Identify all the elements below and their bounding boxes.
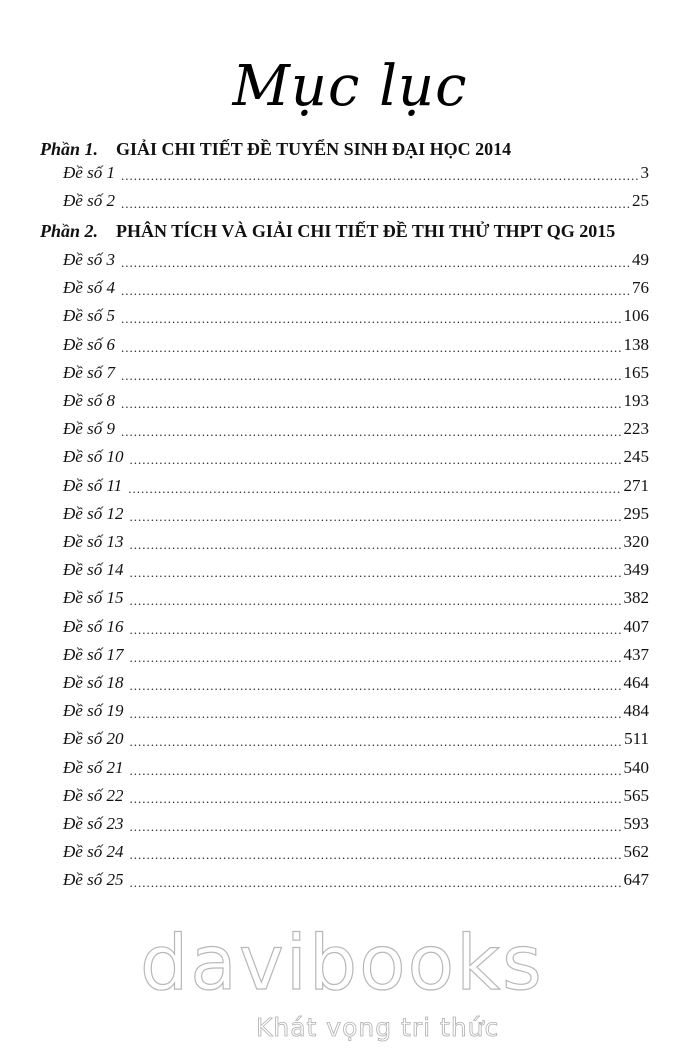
toc-entry[interactable]: [63, 868, 649, 892]
entry-page-number: 295: [623, 503, 649, 523]
dot-leader: [129, 843, 621, 863]
dot-leader: [129, 589, 621, 609]
toc-entry[interactable]: [63, 361, 649, 385]
dot-leader: [129, 674, 621, 694]
part-title: GIẢI CHI TIẾT ĐỀ TUYỂN SINH ĐẠI HỌC 2014: [116, 139, 512, 159]
entry-label: Đề số 15: [63, 588, 124, 608]
entry-label: Đề số 20: [63, 729, 124, 749]
entry-page-number: 484: [623, 701, 649, 721]
dot-leader: [129, 646, 621, 666]
toc-entry[interactable]: [63, 276, 649, 300]
entry-label: Đề số 7: [63, 362, 115, 382]
part-number: Phần 1.: [40, 139, 99, 159]
dot-leader: [129, 702, 621, 722]
dot-leader: [121, 364, 622, 384]
entry-page-number: 76: [632, 278, 649, 298]
dot-leader: [129, 505, 621, 525]
entry-page-number: 647: [623, 870, 649, 890]
entry-page-number: 25: [632, 191, 649, 211]
entry-label: Đề số 9: [63, 419, 115, 439]
dot-leader: [121, 192, 630, 212]
dot-leader: [129, 815, 621, 835]
toc-entry[interactable]: [63, 558, 649, 582]
toc-entry[interactable]: [63, 304, 649, 328]
toc-entry[interactable]: [63, 671, 649, 695]
entry-page-number: 540: [623, 757, 649, 777]
dot-leader: [129, 787, 621, 807]
entry-page-number: 464: [623, 673, 649, 692]
dot-leader: [121, 251, 630, 271]
dot-leader: [129, 448, 621, 468]
toc-entry[interactable]: [63, 586, 649, 610]
part-title: PHÂN TÍCH VÀ GIẢI CHI TIẾT ĐỀ THI THỬ THPT QG 2015: [116, 221, 616, 241]
entry-page-number: 3: [640, 163, 649, 182]
toc-entry[interactable]: [63, 643, 649, 667]
entry-label: Đề số 13: [63, 532, 124, 551]
toc-entry[interactable]: [63, 530, 649, 554]
entry-page-number: 565: [623, 785, 649, 805]
dot-leader: [121, 164, 639, 184]
toc-entry[interactable]: [63, 502, 649, 526]
watermark-logo: davibooks: [140, 918, 544, 1007]
entry-label: Đề số 17: [63, 644, 124, 664]
toc-entry[interactable]: [63, 445, 649, 469]
dot-leader: [121, 392, 622, 412]
entry-page-number: 138: [623, 334, 649, 354]
dot-leader: [129, 561, 621, 581]
entry-label: Đề số 25: [63, 870, 124, 890]
entry-page-number: 349: [623, 560, 649, 580]
entry-label: Đề số 1: [63, 163, 115, 182]
entry-label: Đề số 3: [63, 250, 115, 269]
entry-page-number: 49: [632, 250, 649, 269]
dot-leader: [128, 477, 621, 497]
entry-label: Đề số 24: [63, 842, 124, 862]
entry-label: Đề số 23: [63, 814, 124, 833]
entry-page-number: 245: [623, 447, 649, 467]
entry-label: Đề số 22: [63, 785, 124, 805]
dot-leader: [121, 279, 630, 299]
toc-entry[interactable]: [63, 784, 649, 808]
entry-label: Đề số 12: [63, 503, 124, 523]
entry-label: Đề số 14: [63, 560, 124, 580]
entry-page-number: 407: [623, 616, 649, 636]
toc-entry[interactable]: [63, 189, 649, 213]
entry-page-number: 437: [623, 644, 649, 664]
toc-entry[interactable]: [63, 727, 649, 751]
entry-page-number: 320: [623, 532, 649, 551]
toc-entry[interactable]: [63, 389, 649, 413]
toc-entry[interactable]: [63, 840, 649, 864]
dot-leader: [129, 533, 621, 553]
dot-leader: [121, 307, 622, 327]
entry-page-number: 165: [623, 362, 649, 382]
dot-leader: [121, 420, 622, 440]
dot-leader: [129, 618, 621, 638]
part-heading: [40, 136, 660, 162]
entry-page-number: 593: [623, 814, 649, 833]
toc-entry[interactable]: [63, 699, 649, 723]
dot-leader: [129, 871, 621, 891]
toc-entry[interactable]: [63, 756, 649, 780]
entry-label: Đề số 19: [63, 701, 124, 721]
page-title: Mục lục: [232, 54, 468, 119]
toc-entry[interactable]: [63, 161, 649, 185]
entry-label: Đề số 2: [63, 191, 115, 211]
toc-entry[interactable]: [63, 615, 649, 639]
entry-page-number: 511: [624, 729, 649, 749]
dot-leader: [121, 336, 622, 356]
dot-leader: [129, 759, 621, 779]
entry-label: Đề số 6: [63, 334, 115, 354]
toc-entry[interactable]: [63, 812, 649, 836]
part-number: Phần 2.: [40, 221, 99, 241]
entry-label: Đề số 5: [63, 306, 115, 326]
entry-page-number: 562: [623, 842, 649, 862]
toc-entry[interactable]: [63, 333, 649, 357]
entry-label: Đề số 16: [63, 616, 124, 636]
dot-leader: [129, 730, 622, 750]
toc-entry[interactable]: [63, 248, 649, 272]
toc-entry[interactable]: [63, 417, 649, 441]
toc-entry[interactable]: [63, 474, 649, 498]
entry-page-number: 193: [623, 391, 649, 410]
entry-label: Đề số 18: [63, 673, 124, 692]
entry-page-number: 223: [623, 419, 649, 439]
entry-label: Đề số 21: [63, 757, 124, 777]
entry-label: Đề số 4: [63, 278, 115, 298]
watermark-tagline: Khát vọng tri thức: [256, 1013, 500, 1042]
entry-page-number: 106: [623, 306, 649, 326]
entry-label: Đề số 10: [63, 447, 124, 467]
entry-page-number: 271: [623, 475, 649, 495]
entry-label: Đề số 8: [63, 391, 115, 410]
entry-label: Đề số 11: [63, 475, 123, 495]
part-heading: [40, 218, 660, 244]
entry-page-number: 382: [623, 588, 649, 608]
